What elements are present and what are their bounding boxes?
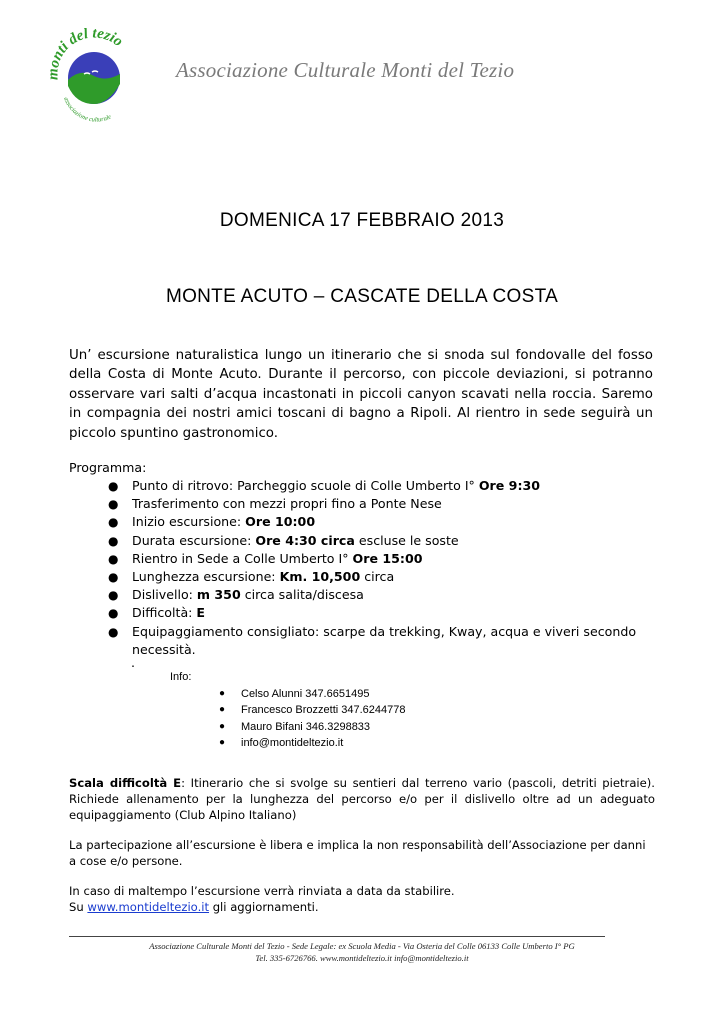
association-logo <box>44 28 144 122</box>
bullet-icon: ● <box>219 720 226 732</box>
programma-label: Programma: <box>69 460 147 475</box>
footer-contacts: Tel. 335-6726766. www.montideltezio.it info@montideltezio.it <box>255 953 469 963</box>
difficulty-scale-paragraph: Scala difficoltà E: Itinerario che si svolge su sentieri dal terreno vario (pascoli, detriti pietraie). Richiede allenamento per la lunghezza del percorso e/o per il dislivello oltre ad un adeguato equipaggiamento (Club Alpino Italiano) <box>69 776 655 822</box>
list-item: ● Punto di ritrovo: Parcheggio scuole di Colle Umberto I° Ore 9:30 <box>108 477 668 495</box>
intro-paragraph: Un’ escursione naturalistica lungo un itinerario che si snoda sul fondovalle del fosso della Costa di Monte Acuto. Durante il percorso, con piccole deviazioni, si potranno osservare vari salti d’acqua incastonati in piccoli canyon scavati nella roccia. Saremo in compagnia dei nostri amici toscani di bagno a Ripoli. Al rientro in sede seguirà un piccolo spuntino gastronomico. <box>69 348 653 441</box>
website-link[interactable]: www.montideltezio.it <box>87 899 210 914</box>
weather-paragraph: In caso di maltempo l’escursione verrà rinviata a data da stabilire. Su www.montideltezio.it gli aggiornamenti. <box>69 884 455 914</box>
bullet-icon: ● <box>108 533 119 548</box>
list-item: ● Trasferimento con mezzi propri fino a Ponte Nese <box>108 495 668 513</box>
list-item: ● Rientro in Sede a Colle Umberto I° Ore 15:00 <box>108 550 668 568</box>
difficulty-scale-label: Scala difficoltà E <box>69 776 182 790</box>
participation-paragraph: La partecipazione all’escursione è libera e implica la non responsabilità dell’Associazione per danni a cose e/o persone. <box>69 838 646 868</box>
logo-hills <box>68 73 120 104</box>
bullet-icon: ● <box>108 624 119 639</box>
list-item: ● info@montideltezio.it <box>219 735 406 751</box>
list-item: ● Difficoltà: E <box>108 604 668 622</box>
logo-subtext: associazione culturale <box>62 96 113 122</box>
bullet-icon: ● <box>108 551 119 566</box>
footer-address: Associazione Culturale Monti del Tezio - Sede Legale: ex Scuola Media - Via Osteria del Colle 06133 Colle Umberto I° PG <box>149 941 575 951</box>
footer-divider <box>69 936 605 937</box>
list-item: ● Inizio escursione: Ore 10:00 <box>108 513 668 531</box>
bullet-icon: ● <box>219 704 226 716</box>
info-label: Info: <box>170 671 192 683</box>
list-item: ● Francesco Brozzetti 347.6244778 <box>219 702 406 718</box>
bullet-icon: ● <box>108 497 119 512</box>
bullet-icon: ● <box>108 606 119 621</box>
bullet-icon: ● <box>219 737 226 749</box>
bullet-icon: ● <box>108 588 119 603</box>
place-heading: MONTE ACUTO – CASCATE DELLA COSTA <box>165 286 559 307</box>
bullet-icon: ● <box>108 515 119 530</box>
trailing-dot: . <box>131 655 136 670</box>
list-item: ● Celso Alunni 347.6651495 <box>219 686 406 702</box>
footer <box>0 940 724 964</box>
org-title: Associazione Culturale Monti del Tezio <box>176 58 515 82</box>
list-item: ● Lunghezza escursione: Km. 10,500 circa <box>108 568 668 586</box>
bullet-icon: ● <box>108 570 119 585</box>
list-item: ● Equipaggiamento consigliato: scarpe da trekking, Kway, acqua e viveri secondo necessità. <box>108 623 637 657</box>
list-item: ● Durata escursione: Ore 4:30 circa escluse le soste <box>108 532 668 550</box>
list-item: ● Dislivello: m 350 circa salita/discesa <box>108 586 668 604</box>
programma-list <box>108 477 668 659</box>
bullet-icon: ● <box>219 688 226 699</box>
list-item: ● Mauro Bifani 346.3298833 <box>219 719 406 735</box>
info-contact-list <box>219 686 406 752</box>
bullet-icon: ● <box>108 479 119 493</box>
logo-text: monti del tezio <box>45 28 126 81</box>
date-heading: DOMENICA 17 FEBBRAIO 2013 <box>219 210 505 231</box>
